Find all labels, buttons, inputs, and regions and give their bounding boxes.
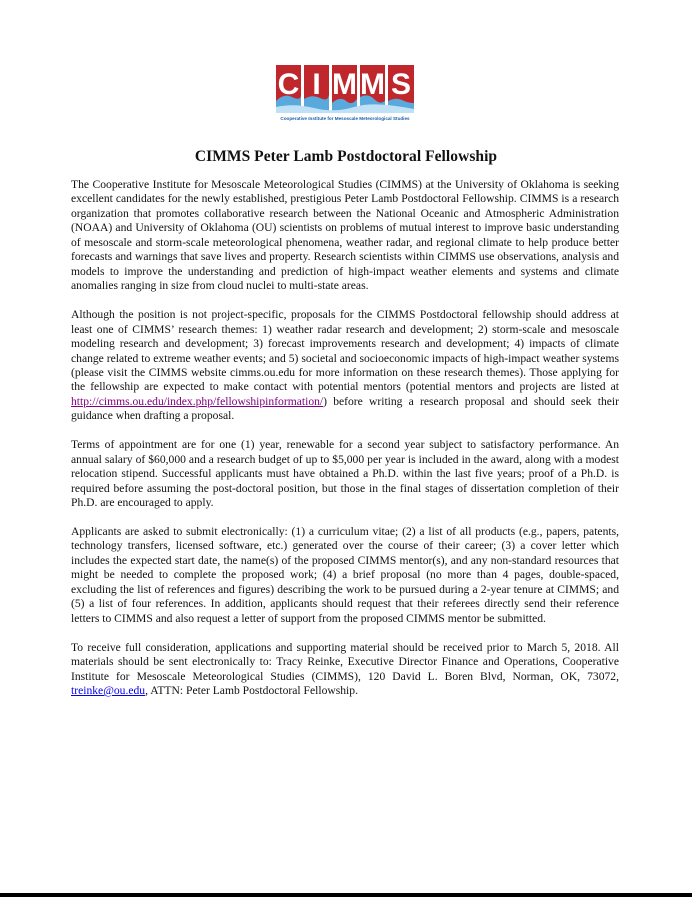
svg-text:M: M — [332, 68, 357, 101]
svg-text:I: I — [312, 68, 321, 101]
paragraph-intro: The Cooperative Institute for Mesoscale Meteorological Studies (CIMMS) at the University of Oklahoma is seeking excellent candidates for the newly established, prestigious Peter Lamb Postdoctoral Fellowship. CIMMS is a research organization that promotes collaborative research between the National Oceanic and Atmospheric Administration (NOAA) and University of Oklahoma (OU) scientists on problems of mutual interest to improve basic understanding of mesoscale and storm-scale meteorological phenomena, weather radar, and regional climate to help produce better forecasts and warnings that save lives and property. Research scientists within CIMMS use observations, analysis and models to improve the understanding and prediction of high-impact weather elements and systems and climate anomalies ranging in size from cloud nuclei to multi-state areas. — [71, 178, 619, 293]
svg-text:M: M — [360, 68, 385, 101]
page-title: CIMMS Peter Lamb Postdoctoral Fellowship — [194, 148, 498, 165]
paragraph-terms: Terms of appointment are for one (1) year, renewable for a second year subject to satisfactory performance. An annual salary of $60,000 and a research budget of up to $5,000 per year is included in the award, along with a modest relocation stipend. Successful applicants must have obtained a Ph.D. within the last five years; proof of a Ph.D. is required before assuming the post-doctoral position, but those in the final stages of dissertation completion of their Ph.D. are encouraged to apply. — [71, 438, 619, 510]
fellowship-information-link[interactable]: http://cimms.ou.edu/index.php/fellowshipinformation/ — [71, 394, 324, 408]
document-body — [71, 178, 619, 713]
logo-subtitle: Cooperative Institute for Mesoscale Meteorological Studies — [280, 116, 410, 121]
svg-text:S: S — [390, 68, 412, 101]
paragraph-deadline — [71, 641, 619, 699]
themes-text-before-link: Although the position is not project-specific, proposals for the CIMMS Postdoctoral fellowship should address at least one of CIMMS’ research themes: 1) weather radar research and development; 2) storm-scale and mesoscale modeling research and development; 3) forecast improvements research and development; 4) impacts of climate change related to extreme weather events; and 5) societal and socioeconomic impacts of high-impact weather systems (please visit the CIMMS website cimms.ou.edu for more information on these research themes). Those applying for the fellowship are expected to make contact with potential mentors (potential mentors and projects are listed at — [71, 308, 619, 394]
cimms-logo-icon — [274, 63, 416, 123]
themes-text-after-link: ) before writing a research proposal and should seek their guidance when drafting a proposal. — [71, 394, 619, 423]
contact-email-link[interactable]: treinke@ou.edu — [71, 683, 146, 697]
deadline-text-before-email: To receive full consideration, applications and supporting material should be received prior to March 5, 2018. All materials should be sent electronically to: Tracy Reinke, Executive Director Finance and Operations, Cooperative Institute for Mesoscale Meteorological Studies (CIMMS), 120 David L. Boren Blvd, Norman, OK, 73072, — [71, 640, 619, 683]
page-bottom-border — [0, 893, 692, 897]
cimms-logo — [274, 63, 416, 123]
deadline-text-after-email: , ATTN: Peter Lamb Postdoctoral Fellowship. — [145, 683, 358, 697]
paragraph-research-themes — [71, 308, 619, 424]
paragraph-application: Applicants are asked to submit electronically: (1) a curriculum vitae; (2) a list of all products (e.g., papers, patents, technology transfers, licensed software, etc.) generated over the course of their career; (3) a cover letter which includes the expected start date, the name(s) of the proposed CIMMS mentor(s), and any non-standard resources that might be needed to complete the proposed work; (4) a brief proposal (no more than 4 pages, double-spaced, excluding the list of references and figures) describing the work to be pursued during a 2-year tenure at CIMMS; and (5) a list of four references. In addition, applicants should request that their referees directly send their reference letters to CIMMS and also request a letter of support from the proposed CIMMS mentor be submitted. — [71, 524, 619, 625]
svg-text:C: C — [277, 68, 300, 101]
